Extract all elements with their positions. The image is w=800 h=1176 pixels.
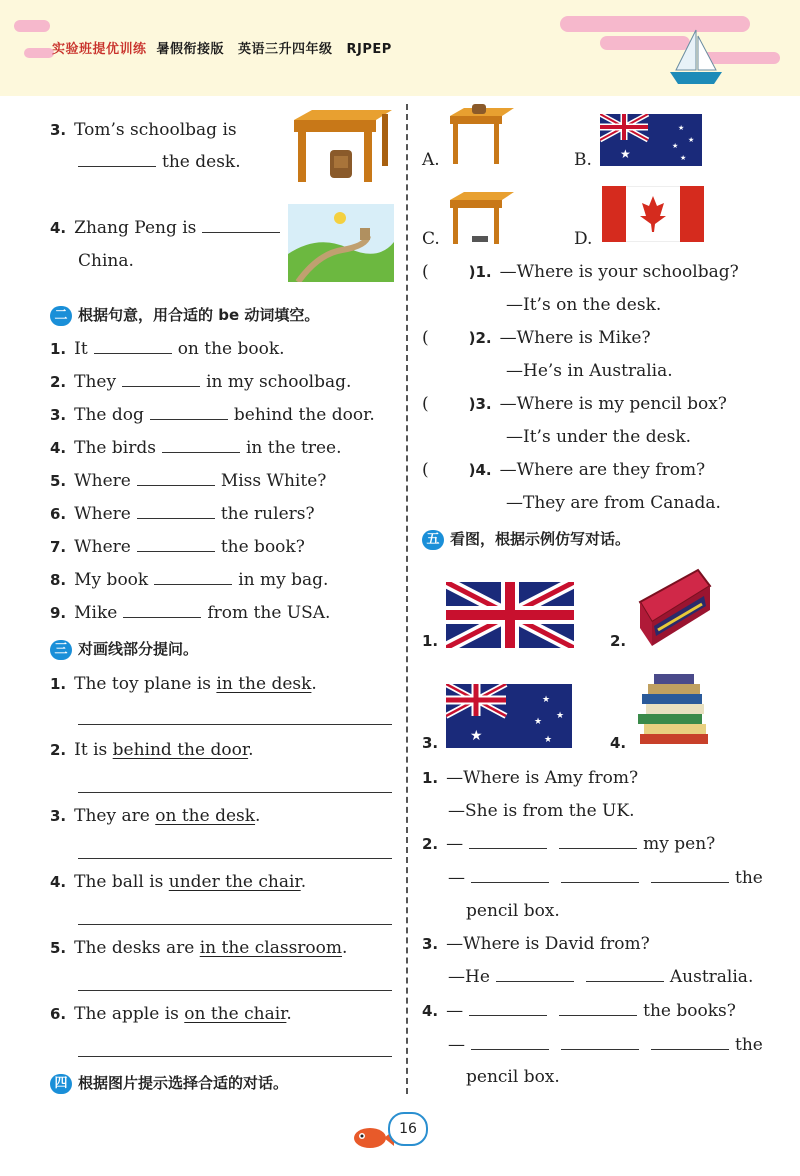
edition-label: 暑假衔接版 [156,42,225,57]
answer-blank[interactable] [561,1035,639,1050]
dialog-item: ( )2. —Where is Mike? [422,328,651,348]
exercise-item-line2: China. [78,251,134,271]
exercise-item: 3. Tom’s schoolbag is [50,120,237,140]
section-heading: 四 根据图片提示选择合适的对话。 [50,1072,288,1094]
picture-label: 1. [422,632,439,650]
dialog-item: ( )1. —Where is your schoolbag? [422,262,739,282]
answer-line[interactable] [78,990,392,991]
exercise-dialog: 3. —Where is David from? [422,934,650,954]
answer-line[interactable] [78,924,392,925]
desk-with-bag-image [290,106,394,184]
option-label: A. [422,150,440,170]
answer-blank[interactable] [123,603,201,618]
exercise-dialog: 4. — the books? [422,1001,736,1021]
uk-flag-image [446,582,574,648]
desk-with-bag-image [448,104,516,166]
dialog-answer: —It’s under the desk. [506,427,692,447]
pencil-box-image [634,566,714,650]
svg-text:★: ★ [678,124,685,132]
fill-item: 7. Where the book? [50,537,305,557]
answer-blank[interactable] [137,504,215,519]
question-item: 4. The ball is under the chair. [50,872,307,892]
example-dialog: 1. —Where is Amy from? [422,768,639,788]
sailboat-icon [664,26,728,90]
question-item: 2. It is behind the door. [50,740,254,760]
great-wall-image [288,204,394,282]
code-label: RJPEP [346,42,392,57]
answer-blank[interactable] [559,1001,637,1016]
answer-line[interactable] [78,792,392,793]
page-header [0,0,800,96]
answer-blank[interactable] [162,438,240,453]
option-label: D. [574,229,593,249]
option-label: C. [422,229,440,249]
svg-text:★: ★ [542,695,551,705]
fill-item: 5. Where Miss White? [50,471,327,491]
exercise-dialog: — the [448,1035,763,1055]
page-number: 16 [388,1112,428,1146]
section-heading: 五 看图，根据示例仿写对话。 [422,528,630,550]
answer-blank[interactable] [150,405,228,420]
answer-blank[interactable] [651,868,729,883]
fill-item: 4. The birds in the tree. [50,438,342,458]
dialog-item: ( )4. —Where are they from? [422,460,706,480]
subject-label: 英语三升四年级 [238,42,333,57]
exercise-dialog: pencil box. [466,1067,560,1087]
exercise-dialog: —He Australia. [448,967,754,987]
answer-blank[interactable] [154,570,232,585]
answer-blank[interactable] [137,471,215,486]
question-item: 6. The apple is on the chair. [50,1004,292,1024]
answer-blank[interactable] [202,218,280,233]
desk-with-pencilbox-image [448,190,516,246]
svg-text:★: ★ [620,147,631,161]
fill-item: 9. Mike from the USA. [50,603,331,623]
exercise-item-line2: the desk. [78,152,241,172]
example-dialog: —She is from the UK. [448,801,635,821]
exercise-dialog: pencil box. [466,901,560,921]
australia-flag-image [446,684,572,748]
svg-text:★: ★ [680,154,687,162]
answer-blank[interactable] [94,339,172,354]
dialog-answer: —They are from Canada. [506,493,721,513]
answer-blank[interactable] [137,537,215,552]
australia-flag-image [600,114,702,166]
svg-text:★: ★ [470,728,483,744]
answer-blank[interactable] [561,868,639,883]
dialog-answer: —He’s in Australia. [506,361,673,381]
fill-item: 2. They in my schoolbag. [50,372,352,392]
answer-blank[interactable] [469,1001,547,1016]
canada-flag-image [602,186,704,242]
answer-blank[interactable] [559,834,637,849]
fill-item: 1. It on the book. [50,339,285,359]
answer-blank[interactable] [122,372,200,387]
decor-cloud [24,48,54,58]
fill-item: 6. Where the rulers? [50,504,315,524]
exercise-dialog: 2. — my pen? [422,834,716,854]
exercise-item: 4. Zhang Peng is [50,218,286,238]
svg-text:★: ★ [672,142,679,150]
option-label: B. [574,150,592,170]
question-item: 1. The toy plane is in the desk. [50,674,317,694]
answer-blank[interactable] [651,1035,729,1050]
picture-label: 2. [610,632,627,650]
picture-label: 4. [610,734,627,752]
section-heading: 三 对画线部分提问。 [50,638,198,660]
answer-line[interactable] [78,724,392,725]
question-item: 3. They are on the desk. [50,806,261,826]
section-heading: 二 根据句意，用合适的 be 动词填空。 [50,304,319,326]
answer-line[interactable] [78,1056,392,1057]
books-stack-image [634,668,714,748]
svg-text:★: ★ [688,136,695,144]
header-title [52,38,392,57]
picture-label: 3. [422,734,439,752]
svg-text:★: ★ [556,711,565,721]
answer-line[interactable] [78,858,392,859]
answer-blank[interactable] [471,868,549,883]
brand-label: 实验班提优训练 [52,42,147,57]
decor-cloud [14,20,50,32]
svg-text:★: ★ [534,717,543,727]
dialog-item: ( )3. —Where is my pencil box? [422,394,727,414]
column-divider [406,104,408,1094]
answer-blank[interactable] [496,967,574,982]
answer-blank[interactable] [78,152,156,167]
dialog-answer: —It’s on the desk. [506,295,662,315]
answer-blank[interactable] [469,834,547,849]
fill-item: 3. The dog behind the door. [50,405,375,425]
answer-blank[interactable] [471,1035,549,1050]
exercise-dialog: — the [448,868,763,888]
answer-blank[interactable] [586,967,664,982]
question-item: 5. The desks are in the classroom. [50,938,348,958]
svg-text:★: ★ [544,735,553,745]
fill-item: 8. My book in my bag. [50,570,329,590]
